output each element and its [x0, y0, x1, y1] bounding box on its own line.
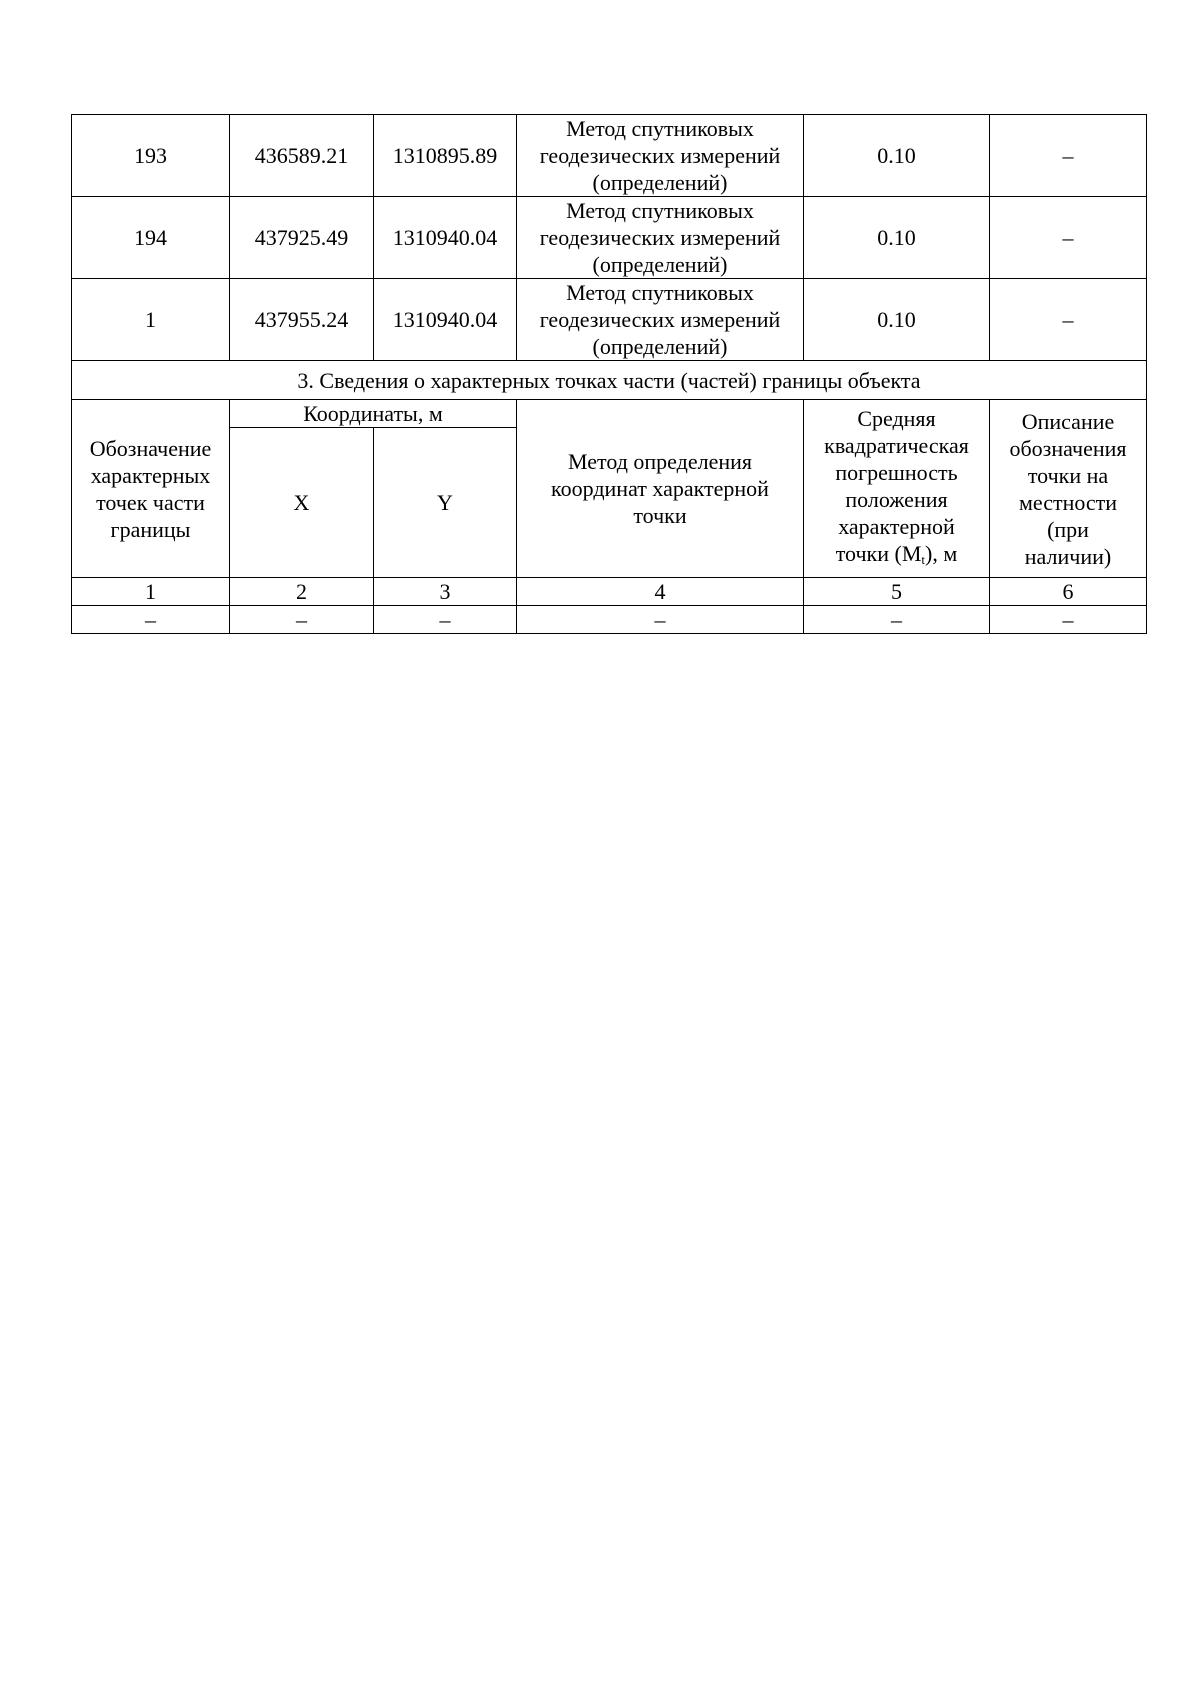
- empty-cell: –: [72, 606, 230, 634]
- header-line: точки: [633, 503, 687, 528]
- header-line: Средняя: [857, 405, 936, 431]
- empty-cell: –: [230, 606, 374, 634]
- header-line: характерных: [90, 462, 211, 488]
- description-cell: –: [990, 279, 1147, 361]
- column-number: 2: [230, 578, 374, 606]
- header-line: квадратическая: [824, 432, 969, 458]
- method-line: Метод спутниковых: [566, 280, 754, 305]
- method-line: Метод спутниковых: [566, 116, 754, 141]
- description-cell: –: [990, 197, 1147, 279]
- x-coordinate-cell: 437955.24: [230, 279, 374, 361]
- column-number: 6: [990, 578, 1147, 606]
- empty-cell: –: [374, 606, 517, 634]
- error-header: [804, 400, 990, 578]
- error-cell: 0.10: [804, 197, 990, 279]
- table-row: [72, 197, 1147, 279]
- point-number-cell: 193: [72, 115, 230, 197]
- header-text: ), м: [925, 540, 958, 566]
- header-line: (при: [1047, 516, 1089, 542]
- method-line: геодезических измерений: [539, 143, 781, 168]
- error-cell: 0.10: [804, 279, 990, 361]
- x-header: X: [230, 428, 374, 578]
- header-line: обозначения: [1009, 435, 1127, 461]
- method-cell: [517, 279, 804, 361]
- header-line: местности: [1018, 489, 1118, 515]
- header-line: Обозначение: [89, 435, 212, 461]
- column-number: 1: [72, 578, 230, 606]
- header-line: наличии): [1024, 543, 1112, 569]
- empty-cell: –: [990, 606, 1147, 634]
- method-line: (определений): [592, 252, 728, 277]
- column-number: 3: [374, 578, 517, 606]
- point-number-cell: 194: [72, 197, 230, 279]
- coordinates-header: Координаты, м: [230, 400, 517, 428]
- method-header: [517, 400, 804, 578]
- column-number: 4: [517, 578, 804, 606]
- point-number-cell: 1: [72, 279, 230, 361]
- boundary-points-table: [71, 114, 1147, 634]
- empty-cell: –: [804, 606, 990, 634]
- header-line: Описание: [1021, 408, 1115, 434]
- header-line-last: [806, 540, 987, 573]
- header-line: характерной: [838, 513, 955, 539]
- header-row: [72, 400, 1147, 428]
- header-line: положения: [845, 486, 948, 512]
- section-title-row: [72, 361, 1147, 400]
- header-line: погрешность: [835, 459, 958, 485]
- column-number: 5: [804, 578, 990, 606]
- y-coordinate-cell: 1310895.89: [374, 115, 517, 197]
- method-line: (определений): [592, 334, 728, 359]
- header-line: координат характерной: [551, 476, 769, 501]
- method-line: (определений): [592, 170, 728, 195]
- x-coordinate-cell: 436589.21: [230, 115, 374, 197]
- y-coordinate-cell: 1310940.04: [374, 279, 517, 361]
- empty-cell: –: [517, 606, 804, 634]
- y-header: Y: [374, 428, 517, 578]
- column-number-row: [72, 578, 1147, 606]
- table-row: [72, 606, 1147, 634]
- header-line: границы: [110, 516, 191, 542]
- header-line: точки на: [1027, 462, 1109, 488]
- method-line: геодезических измерений: [539, 225, 781, 250]
- error-cell: 0.10: [804, 115, 990, 197]
- subscript: t: [921, 551, 926, 567]
- description-cell: –: [990, 115, 1147, 197]
- table-row: [72, 279, 1147, 361]
- method-cell: [517, 115, 804, 197]
- y-coordinate-cell: 1310940.04: [374, 197, 517, 279]
- header-text: точки (M: [835, 540, 922, 566]
- section-title: 3. Сведения о характерных точках части (частей) границы объекта: [72, 361, 1147, 400]
- method-line: геодезических измерений: [539, 307, 781, 332]
- x-coordinate-cell: 437925.49: [230, 197, 374, 279]
- method-cell: [517, 197, 804, 279]
- header-line: Метод определения: [567, 449, 753, 474]
- table-row: [72, 115, 1147, 197]
- method-line: Метод спутниковых: [566, 198, 754, 223]
- description-header: [990, 400, 1147, 578]
- header-line: точек части: [96, 489, 205, 515]
- point-header: [72, 400, 230, 578]
- document-page: [71, 114, 1146, 634]
